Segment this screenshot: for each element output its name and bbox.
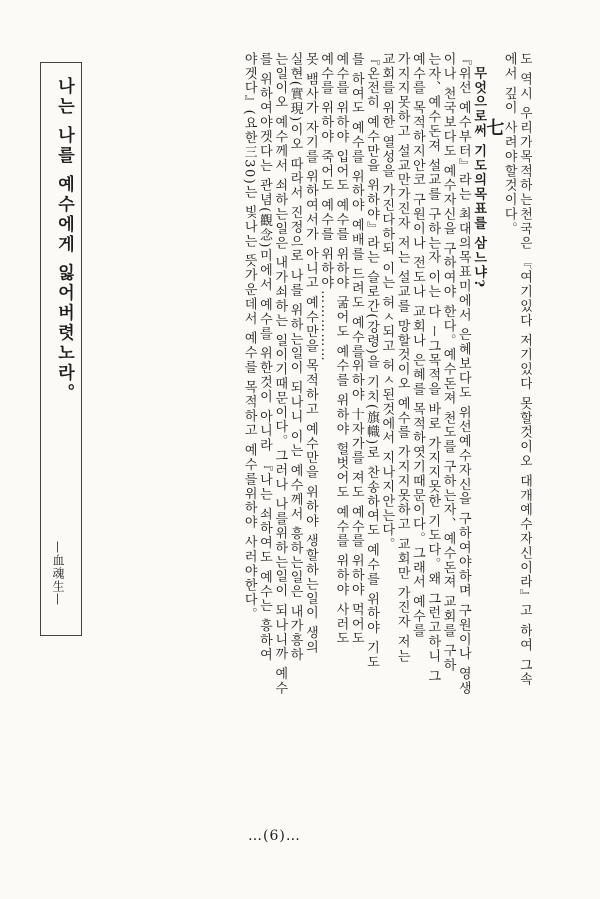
text-column: 야겟다』(요한三30)는 빛나는 뜻가운데서 예수를 목적하고 예수를위하야 사러야한다。: [241, 52, 257, 622]
quote-text: 나는 나를 예수에게 잃어버렷노라。: [54, 77, 74, 404]
text-column: 교회를 위한 열성을 가진다하되 이는 허ㅅ되고 허ㅅ된것에서 지나지안는다。: [379, 52, 395, 552]
text-column: 예수를 목적하지안코 구원이나 전도나 교회나 은혜를 목적하엿기때문이다。그래서 예수를: [409, 52, 425, 638]
text-column: 는일이오 예수께서 쇠하는일은 내가쇠하는 일이기때문이다。그러나 나를위하는일이 되나니까 예수: [272, 52, 288, 696]
quote-author: —血魂生—: [51, 541, 65, 606]
main-body-text: [92, 52, 532, 822]
text-column: 못 뱀사가 자기를 위하여서가 아니고 예수만을 목적하고 예수만을 위하야 생할하는일이 생의: [302, 52, 318, 655]
section-heading: 무엇으로써 기도의목표를 삼느냐?: [471, 66, 487, 289]
page-number: …(6)…: [248, 828, 301, 844]
text-column: 예수를 위하야 입어도 예수를 위하야 굶어도 예수를 위하야 헐벗어도 예수를 위하야 사러도: [333, 52, 349, 646]
section-number: 七: [483, 118, 505, 136]
text-column: 도 역시 우리가목적하는천국은 『여기있다 저기있다 못할것이오 대개예수자신이라』고 하여 그속: [517, 52, 532, 687]
quote-box: [40, 62, 82, 636]
text-column: 예수를 위하야 죽어도 예수를 위하야……………: [318, 52, 334, 363]
text-column: 『위선 예수부터』라는 최대의목표미에서 은혜보다도 위선예수자신을 구하여야하며 구원이나 영생: [455, 52, 471, 696]
text-column: 『온전히 예수만을 위하야』라는 슬로간(강령)을 기치(旗幟)로 찬송하여도 예수를 위하야 기도: [364, 52, 380, 670]
text-column: 실현(實現)이오 따라서 진정으로 나를 위하는일이 되나니 이는 예수께서 흥하는일은 내가흥하: [287, 52, 303, 662]
text-column: 는자、예수돈져 설교를 구하는자 이는 다 ー그목적을 바로 가지지못한 기도다。왜 그런고하니 그: [425, 52, 441, 684]
text-column: 를 위하여야겟다는 관념(觀念)미에서 예수를 위한것이 아니라 『나는 쇠하여도 예수는 흥하여: [256, 52, 272, 662]
text-column: 가지지못하고 설교만가진자 저는 설교를 망할것이오 예수를 가지지못하고 교회만 가진자 저는: [394, 52, 410, 664]
text-column: 이나 천국보다도 예수자신을 구하여야 한다。예수돈져 천도를 구하는자、예수돈져 교회를 구하: [440, 52, 456, 673]
text-column: 에서 깊이 사려야할것이다。: [501, 52, 517, 236]
text-column: 를 하여도 예수를 위하야 예배를 드려도 예수를위하야 十자가를 져도 예수를 위하야 먹어도: [348, 52, 364, 646]
